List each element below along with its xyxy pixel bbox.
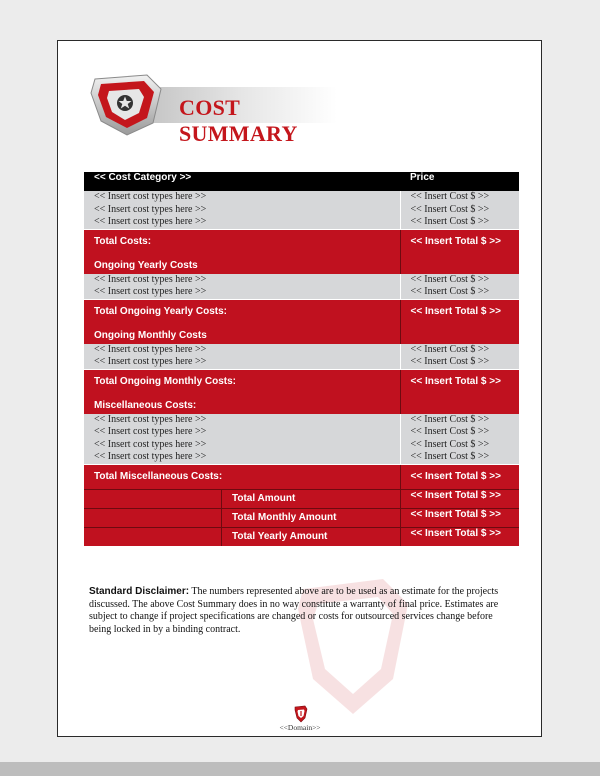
header-logo [87, 71, 337, 146]
section-heading: Miscellaneous Costs: [94, 399, 197, 411]
section-total-label: Total Costs: [94, 235, 152, 247]
cost-value-placeholder[interactable]: << Insert Cost $ >> [410, 413, 490, 425]
summary-blank-cell [84, 528, 222, 546]
cost-value-placeholder[interactable]: << Insert Cost $ >> [410, 356, 490, 367]
section-heading: Ongoing Yearly Costs [94, 259, 198, 271]
cost-type-placeholder[interactable]: << Insert cost types here >> [94, 343, 207, 355]
cost-value-placeholder[interactable]: << Insert Cost $ >> [410, 203, 490, 215]
cost-value-placeholder[interactable]: << Insert Cost $ >> [410, 426, 490, 437]
section-total-label: Total Miscellaneous Costs: [94, 470, 223, 482]
section-total-label: Total Ongoing Yearly Costs: [94, 305, 227, 317]
section-total-label-cell [84, 464, 400, 489]
summary-row [84, 508, 519, 527]
cost-prices-cell [400, 274, 519, 300]
summary-value[interactable]: << Insert Total $ >> [400, 527, 519, 546]
summary-label-wrap [84, 509, 400, 527]
section-total-label-cell [84, 369, 400, 414]
cost-prices-cell [400, 414, 519, 465]
section-total-label: Total Ongoing Monthly Costs: [94, 375, 237, 387]
price-header: Price [410, 172, 435, 183]
summary-label: Total Yearly Amount [232, 531, 328, 542]
cost-items-cell [84, 274, 400, 300]
section-total-label-cell [84, 299, 400, 344]
cost-items-row [84, 344, 519, 370]
cost-items-row [84, 414, 519, 465]
cost-items-cell [84, 191, 400, 229]
summary-label-cell [84, 508, 400, 527]
footer-shield-icon [294, 705, 308, 723]
table-header-row [84, 172, 519, 191]
cost-type-placeholder[interactable]: << Insert cost types here >> [94, 191, 207, 202]
cost-items-cell [84, 414, 400, 465]
cost-prices-cell [400, 191, 519, 229]
summary-label: Total Monthly Amount [232, 512, 337, 523]
section-total-row [84, 299, 519, 344]
cost-value-placeholder[interactable]: << Insert Cost $ >> [410, 451, 490, 462]
summary-blank-cell [84, 490, 222, 508]
window-bottom-bar [0, 762, 600, 776]
cost-type-placeholder[interactable]: << Insert cost types here >> [94, 438, 207, 450]
cost-type-placeholder[interactable]: << Insert cost types here >> [94, 413, 207, 425]
section-total-value[interactable]: << Insert Total $ >> [400, 369, 519, 414]
cost-items-row [84, 191, 519, 229]
cost-category-header: << Cost Category >> [94, 172, 192, 183]
footer-domain: <<Domain>> [279, 723, 321, 732]
section-total-value[interactable]: << Insert Total $ >> [400, 299, 519, 344]
page-title: COST SUMMARY [179, 95, 298, 146]
section-total-row [84, 229, 519, 274]
summary-blank-cell [84, 509, 222, 527]
summary-row [84, 527, 519, 546]
cost-type-placeholder[interactable]: << Insert cost types here >> [94, 451, 207, 462]
summary-value[interactable]: << Insert Total $ >> [400, 489, 519, 508]
disclaimer-text: The numbers represented above are to be used as an estimate for the projects discussed. The above Cost Summary does in no way constitute a warranty of final price. Estimates are subject to change if project specifications are changed or costs for outsourced services change before being locked in by a binding contract. [89, 586, 499, 635]
summary-value[interactable]: << Insert Total $ >> [400, 508, 519, 527]
summary-label: Total Amount [232, 493, 296, 504]
cost-items-row [84, 274, 519, 300]
document-page [57, 40, 542, 737]
summary-row [84, 489, 519, 508]
cost-value-placeholder[interactable]: << Insert Cost $ >> [410, 438, 490, 450]
section-total-value[interactable]: << Insert Total $ >> [400, 464, 519, 489]
cost-items-cell [84, 344, 400, 370]
summary-label-wrap [84, 528, 400, 546]
cost-type-placeholder[interactable]: << Insert cost types here >> [94, 273, 207, 285]
summary-label-cell [84, 489, 400, 508]
section-total-row [84, 369, 519, 414]
cost-type-placeholder[interactable]: << Insert cost types here >> [94, 203, 207, 215]
cost-summary-table [84, 172, 519, 546]
summary-label-cell [84, 527, 400, 546]
section-total-label-cell [84, 229, 400, 274]
section-total-value[interactable]: << Insert Total $ >> [400, 229, 519, 274]
cost-type-placeholder[interactable]: << Insert cost types here >> [94, 286, 207, 297]
cost-type-placeholder[interactable]: << Insert cost types here >> [94, 426, 207, 437]
summary-label-wrap [84, 490, 400, 508]
section-total-row [84, 464, 519, 489]
cost-value-placeholder[interactable]: << Insert Cost $ >> [410, 273, 490, 285]
cost-value-placeholder[interactable]: << Insert Cost $ >> [410, 286, 490, 297]
cost-value-placeholder[interactable]: << Insert Cost $ >> [410, 343, 490, 355]
section-heading: Ongoing Monthly Costs [94, 329, 207, 341]
standard-disclaimer [89, 586, 514, 636]
cost-value-placeholder[interactable]: << Insert Cost $ >> [410, 216, 490, 227]
cost-type-placeholder[interactable]: << Insert cost types here >> [94, 356, 207, 367]
cost-prices-cell [400, 344, 519, 370]
cost-value-placeholder[interactable]: << Insert Cost $ >> [410, 191, 490, 202]
cost-type-placeholder[interactable]: << Insert cost types here >> [94, 216, 207, 227]
disclaimer-heading: Standard Disclaimer: [89, 586, 190, 597]
